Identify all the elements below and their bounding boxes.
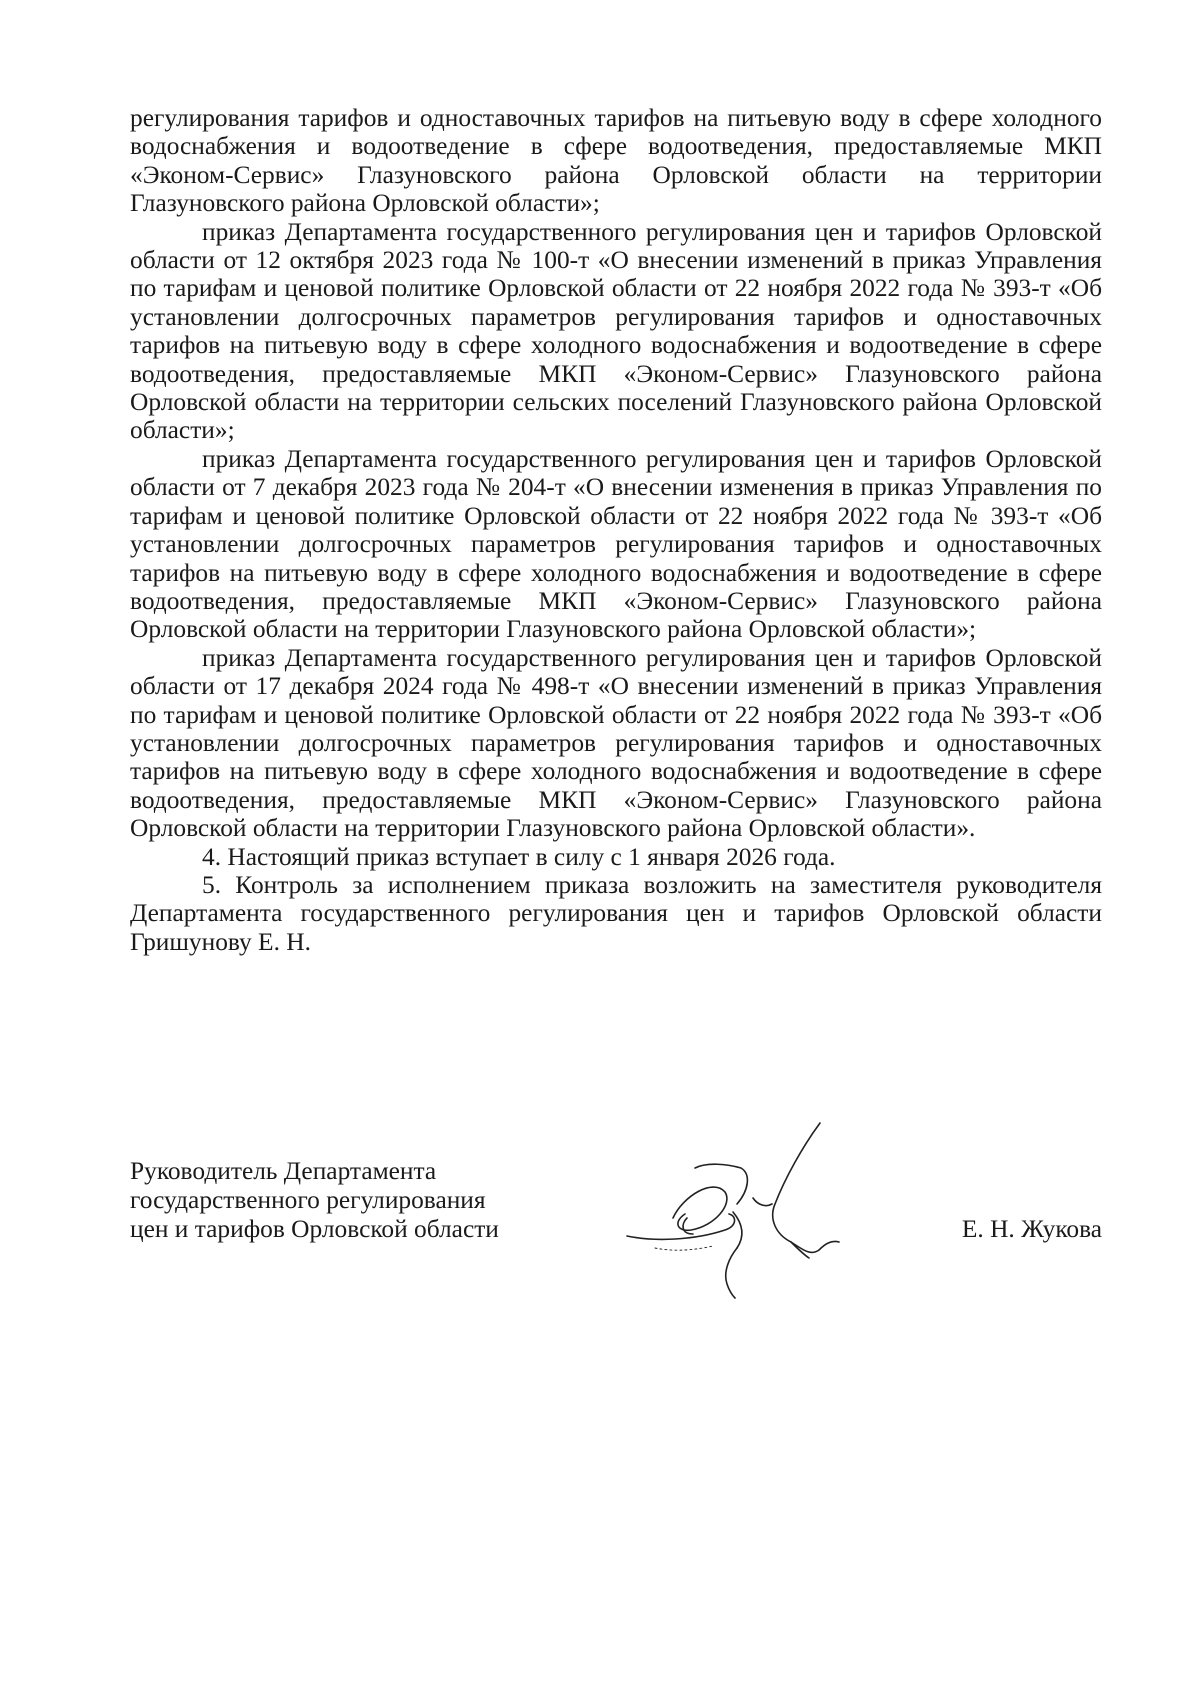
signature-block	[130, 1157, 1102, 1307]
paragraph-4: 4. Настоящий приказ вступает в силу с 1 января 2026 года.	[202, 842, 836, 871]
paragraph-2: приказ Департамента государственного регулирования цен и тарифов Орловской области от 7 декабря 2023 года № 204-т «О внесении изменения в приказ Управления по тарифам и ценовой политике Орловской области от 22 ноября 2022 года № 393-т «Об установлении долгосрочных параметров регулирования тарифов и одноставочных тарифов на питьевую воду в сфере холодного водоснабжения и водоотведение в сфере водоотведения, предоставляемые МКП «Эконом-Сервис» Глазуновского района Орловской области на территории Глазуновского района Орловской области»;	[130, 444, 1102, 644]
paragraph-0: регулирования тарифов и одноставочных тарифов на питьевую воду в сфере холодного водоснабжения и водоотведение в сфере водоотведения, предоставляемые МКП «Эконом-Сервис» Глазуновского района Орловской области на территории Глазуновского района Орловской области»;	[130, 104, 1102, 218]
signatory-title-line-3: цен и тарифов Орловской области	[130, 1215, 499, 1243]
handwritten-signature-icon	[625, 1118, 895, 1308]
signatory-title	[130, 1157, 550, 1244]
paragraph-3: приказ Департамента государственного регулирования цен и тарифов Орловской области от 17 декабря 2024 года № 498-т «О внесении изменений в приказ Управления по тарифам и ценовой политике Орловской области от 22 ноября 2022 года № 393-т «Об установлении долгосрочных параметров регулирования тарифов и одноставочных тарифов на питьевую воду в сфере холодного водоснабжения и водоотведение в сфере водоотведения, предоставляемые МКП «Эконом-Сервис» Глазуновского района Орловской области на территории Глазуновского района Орловской области».	[130, 643, 1102, 843]
paragraph-5: 5. Контроль за исполнением приказа возложить на заместителя руководителя Департамента государственного регулирования цен и тарифов Орловской области Гришунову Е. Н.	[130, 870, 1102, 956]
document-body	[130, 104, 1102, 956]
signatory-title-line-1: Руководитель Департамента	[130, 1157, 437, 1185]
signatory-title-line-2: государственного регулирования	[130, 1186, 486, 1214]
signatory-name: Е. Н. Жукова	[961, 1215, 1102, 1243]
paragraph-1: приказ Департамента государственного регулирования цен и тарифов Орловской области от 12 октября 2023 года № 100-т «О внесении изменений в приказ Управления по тарифам и ценовой политике Орловской области от 22 ноября 2022 года № 393-т «Об установлении долгосрочных параметров регулирования тарифов и одноставочных тарифов на питьевую воду в сфере холодного водоснабжения и водоотведение в сфере водоотведения, предоставляемые МКП «Эконом-Сервис» Глазуновского района Орловской области на территории сельских поселений Глазуновского района Орловской области»;	[130, 217, 1102, 445]
